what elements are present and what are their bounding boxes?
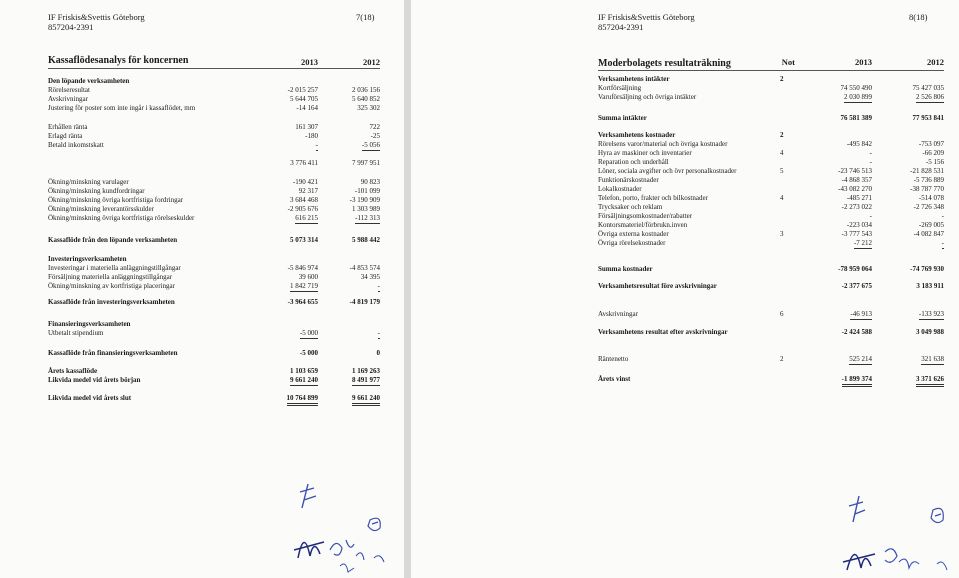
value-2013: -190 421 (292, 178, 318, 186)
value-2013: - (869, 158, 872, 166)
value-2013: -2 377 675 (841, 282, 872, 290)
col-header-2013: 2013 (855, 57, 872, 67)
value-2012: -101 099 (354, 187, 380, 195)
value-2012: -112 313 (355, 214, 380, 222)
value-2012: -4 082 847 (913, 230, 944, 238)
right-page (411, 0, 959, 578)
table-row (48, 282, 380, 291)
value-2013: 1 103 659 (290, 367, 318, 375)
value-2012: - (941, 212, 944, 220)
table-row (48, 367, 380, 376)
table-row (598, 265, 944, 274)
table-row (598, 203, 944, 212)
value-2013: 616 215 (295, 214, 318, 222)
value-2013: -5 846 974 (287, 264, 318, 272)
row-label: Verksamhetens intäkter (598, 75, 670, 83)
table-row (598, 131, 944, 140)
row-label: Finansieringsverksamheten (48, 320, 131, 328)
row-label: Erlagd ränta (48, 132, 83, 140)
value-2013: - (869, 149, 872, 157)
table-row (48, 214, 380, 223)
table-row (598, 140, 944, 149)
row-label: Övriga externa kostnader (598, 230, 669, 238)
table-row (48, 376, 380, 385)
value-2012: 3 049 988 (916, 328, 944, 336)
table-row (48, 132, 380, 141)
table-row (598, 212, 944, 221)
value-2012: -74 769 930 (910, 265, 944, 273)
value-2012: -66 209 (922, 149, 944, 157)
row-label: Ökning/minskning varulager (48, 178, 129, 186)
table-row (48, 141, 380, 150)
row-label: Summa intäkter (598, 114, 647, 122)
row-label: Avskrivningar (48, 95, 88, 103)
value-2013: 161 307 (295, 123, 318, 131)
row-label: Kassaflöde från den löpande verksamheten (48, 236, 178, 244)
value-2013: 2 030 899 (844, 93, 872, 101)
value-2012: -25 (370, 132, 380, 140)
value-2013: -3 964 655 (287, 298, 318, 306)
table-row (48, 349, 380, 358)
table-row (598, 114, 944, 123)
value-2013: -1 899 374 (842, 375, 872, 387)
page-title: Moderbolagets resultaträkning (598, 58, 731, 69)
value-2013: -14 164 (296, 104, 318, 112)
col-header-not: Not (781, 57, 795, 67)
table-row (598, 375, 944, 384)
row-label: Justering för poster som inte ingår i kassaflödet, mm (48, 104, 196, 112)
value-2012: 75 427 035 (912, 84, 944, 92)
value-2012: -2 726 348 (913, 203, 944, 211)
table-row (48, 320, 380, 329)
table-row (48, 123, 380, 132)
table-row (48, 187, 380, 196)
col-header-2012: 2012 (927, 57, 944, 67)
value-2013: -2 015 257 (287, 86, 318, 94)
left-page (0, 0, 404, 578)
table-row (48, 273, 380, 282)
note-ref: 5 (780, 167, 784, 175)
table-row (48, 95, 380, 104)
value-2013: 10 764 899 (287, 394, 319, 406)
col-header-2012: 2012 (363, 57, 380, 67)
note-ref: 2 (780, 75, 784, 83)
value-2013: 5 073 314 (290, 236, 318, 244)
table-row (598, 185, 944, 194)
table-row (598, 149, 944, 158)
row-label: Kassaflöde från investeringsverksamheten (48, 298, 175, 306)
table-row (48, 255, 380, 264)
table-row (48, 86, 380, 95)
table-row (598, 84, 944, 93)
value-2013: -2 905 676 (287, 205, 318, 213)
company-name: IF Friskis&Svettis Göteborg (598, 12, 695, 22)
value-2012: 34 395 (360, 273, 380, 281)
row-label: Telefon, porto, frakter och bilkostnader (598, 194, 708, 202)
row-label: Erhållen ränta (48, 123, 88, 131)
table-row (48, 205, 380, 214)
row-label: Investeringar i materiella anläggningstillgångar (48, 264, 181, 272)
row-label: Likvida medel vid årets början (48, 376, 141, 384)
row-label: Ökning/minskning övriga kortfristiga rörelseskulder (48, 214, 195, 222)
row-label: Verksamhetens resultat efter avskrivningar (598, 328, 728, 336)
value-2012: 9 661 240 (352, 394, 380, 406)
value-2012: -133 923 (918, 310, 944, 318)
value-2012: -4 853 574 (349, 264, 380, 272)
table-row (598, 282, 944, 291)
table-row (48, 77, 380, 86)
value-2012: -514 078 (918, 194, 944, 202)
value-2013: 3 684 468 (290, 196, 318, 204)
value-2013: -223 034 (846, 221, 872, 229)
value-2012: -4 819 179 (349, 298, 380, 306)
value-2013: - (315, 141, 318, 149)
row-label: Årets kassaflöde (48, 367, 98, 375)
value-2012: 2 036 156 (352, 86, 380, 94)
row-label: Rörelsens varor/material och övriga kostnader (598, 140, 728, 148)
value-2013: 5 644 705 (290, 95, 318, 103)
table-row (598, 328, 944, 337)
table-row (598, 310, 944, 319)
row-label: Avskrivningar (598, 310, 638, 318)
value-2012: 5 988 442 (352, 236, 380, 244)
row-label: Ökning/minskning leverantörsskulder (48, 205, 154, 213)
value-2013: -46 913 (850, 310, 872, 318)
row-label: Övriga rörelsekostnader (598, 239, 666, 247)
value-2013: 9 661 240 (290, 376, 318, 384)
value-2012: -5 056 (361, 141, 380, 149)
value-2012: -5 736 889 (913, 176, 944, 184)
page-title: Kassaflödesanalys för koncernen (48, 55, 189, 66)
value-2012: 3 371 626 (916, 375, 944, 387)
row-label: Ökning/minskning av kortfristiga placeringar (48, 282, 175, 290)
signature-initials (837, 488, 959, 578)
value-2013: -495 842 (846, 140, 872, 148)
row-label: Löner, sociala avgifter och övr personalkostnader (598, 167, 737, 175)
row-label: Rörelseresultat (48, 86, 90, 94)
value-2013: 74 550 490 (840, 84, 872, 92)
table-row (48, 264, 380, 273)
row-label: Kortförsäljning (598, 84, 642, 92)
value-2012: 1 303 989 (352, 205, 380, 213)
row-label: Likvida medel vid årets slut (48, 394, 132, 402)
value-2012: 77 953 841 (912, 114, 944, 122)
value-2012: -38 787 770 (910, 185, 944, 193)
row-label: Reparation och underhåll (598, 158, 669, 166)
note-ref: 4 (780, 149, 784, 157)
row-label: Utbetalt stipendium (48, 329, 104, 337)
row-label: Betald inkomstskatt (48, 141, 104, 149)
value-2013: -5 000 (299, 329, 318, 337)
row-label: Ökning/minskning kundfordringar (48, 187, 145, 195)
value-2012: 8 491 977 (352, 376, 380, 384)
org-number: 857204-2391 (48, 22, 94, 32)
signature-initials (290, 478, 405, 578)
page-number: 7(18) (356, 12, 375, 22)
table-row (598, 93, 944, 102)
value-2012: - (941, 239, 944, 247)
row-label: Årets vinst (598, 375, 631, 383)
value-2013: -4 868 357 (841, 176, 872, 184)
note-ref: 6 (780, 310, 784, 318)
value-2012: - (377, 329, 380, 337)
table-row (48, 178, 380, 187)
value-2013: -3 777 543 (841, 230, 872, 238)
row-label: Ökning/minskning övriga kortfristiga fordringar (48, 196, 184, 204)
value-2013: 3 776 411 (290, 159, 318, 167)
value-2012: -3 190 909 (349, 196, 380, 204)
table-row (48, 298, 380, 307)
value-2013: -43 082 270 (838, 185, 872, 193)
table-row (48, 196, 380, 205)
value-2013: 1 842 719 (290, 282, 318, 290)
note-ref: 2 (780, 355, 784, 363)
value-2013: -485 271 (846, 194, 872, 202)
row-label: Lokalkostnader (598, 185, 642, 193)
value-2012: 2 526 806 (916, 93, 944, 101)
value-2012: 7 997 951 (352, 159, 380, 167)
value-2012: 0 (376, 349, 380, 357)
header-rule (598, 70, 944, 71)
value-2012: 1 169 263 (352, 367, 380, 375)
row-label: Funktionärskostnader (598, 176, 659, 184)
value-2013: - (869, 212, 872, 220)
header-rule (48, 68, 380, 69)
table-row (598, 75, 944, 84)
org-number: 857204-2391 (598, 22, 644, 32)
row-label: Räntenetto (598, 355, 629, 363)
table-row (48, 329, 380, 338)
value-2013: 76 581 389 (840, 114, 872, 122)
value-2012: -5 156 (925, 158, 944, 166)
table-row (48, 104, 380, 113)
note-ref: 4 (780, 194, 784, 202)
page-number: 8(18) (909, 12, 928, 22)
value-2013: 92 317 (298, 187, 318, 195)
company-name: IF Friskis&Svettis Göteborg (48, 12, 145, 22)
table-row (598, 239, 944, 248)
table-row (48, 159, 380, 168)
value-2013: -23 746 513 (838, 167, 872, 175)
value-2013: -78 959 064 (838, 265, 872, 273)
table-row (598, 167, 944, 176)
row-label: Investeringsverksamheten (48, 255, 127, 263)
value-2012: 3 183 911 (916, 282, 944, 290)
row-label: Kassaflöde från finansieringsverksamheten (48, 349, 178, 357)
value-2013: -5 000 (299, 349, 318, 357)
row-label: Verksamhetsresultat före avskrivningar (598, 282, 717, 290)
value-2013: -2 424 588 (841, 328, 872, 336)
value-2012: -21 828 531 (910, 167, 944, 175)
value-2012: 722 (369, 123, 380, 131)
note-ref: 2 (780, 131, 784, 139)
value-2012: 90 823 (360, 178, 380, 186)
value-2013: -2 273 022 (841, 203, 872, 211)
value-2012: 325 302 (357, 104, 380, 112)
value-2012: 5 640 852 (352, 95, 380, 103)
note-ref: 3 (780, 230, 784, 238)
row-label: Summa kostnader (598, 265, 653, 273)
value-2012: 321 638 (921, 355, 944, 363)
col-header-2013: 2013 (301, 57, 318, 67)
value-2013: -180 (305, 132, 318, 140)
table-row (48, 394, 380, 403)
row-label: Varuförsäljning och övriga intäkter (598, 93, 697, 101)
table-row (598, 194, 944, 203)
table-row (598, 230, 944, 239)
row-label: Försäljning materiella anläggningstillgångar (48, 273, 173, 281)
table-row (598, 176, 944, 185)
table-row (598, 355, 944, 364)
table-row (48, 236, 380, 245)
row-label: Hyra av maskiner och inventarier (598, 149, 692, 157)
value-2013: -7 212 (853, 239, 872, 247)
right-header (598, 12, 695, 32)
left-header (48, 12, 145, 32)
row-label: Kontorsmateriel/förbrukn.inven (598, 221, 688, 229)
row-label: Försäljningsomkostnader/rabatter (598, 212, 693, 220)
table-row (598, 158, 944, 167)
row-label: Den löpande verksamheten (48, 77, 130, 85)
row-label: Verksamhetens kostnader (598, 131, 676, 139)
value-2012: -753 097 (918, 140, 944, 148)
value-2012: - (377, 282, 380, 290)
row-label: Trycksaker och reklam (598, 203, 663, 211)
value-2012: -269 005 (918, 221, 944, 229)
table-row (598, 221, 944, 230)
value-2013: 525 214 (849, 355, 872, 363)
value-2013: 39 600 (298, 273, 318, 281)
